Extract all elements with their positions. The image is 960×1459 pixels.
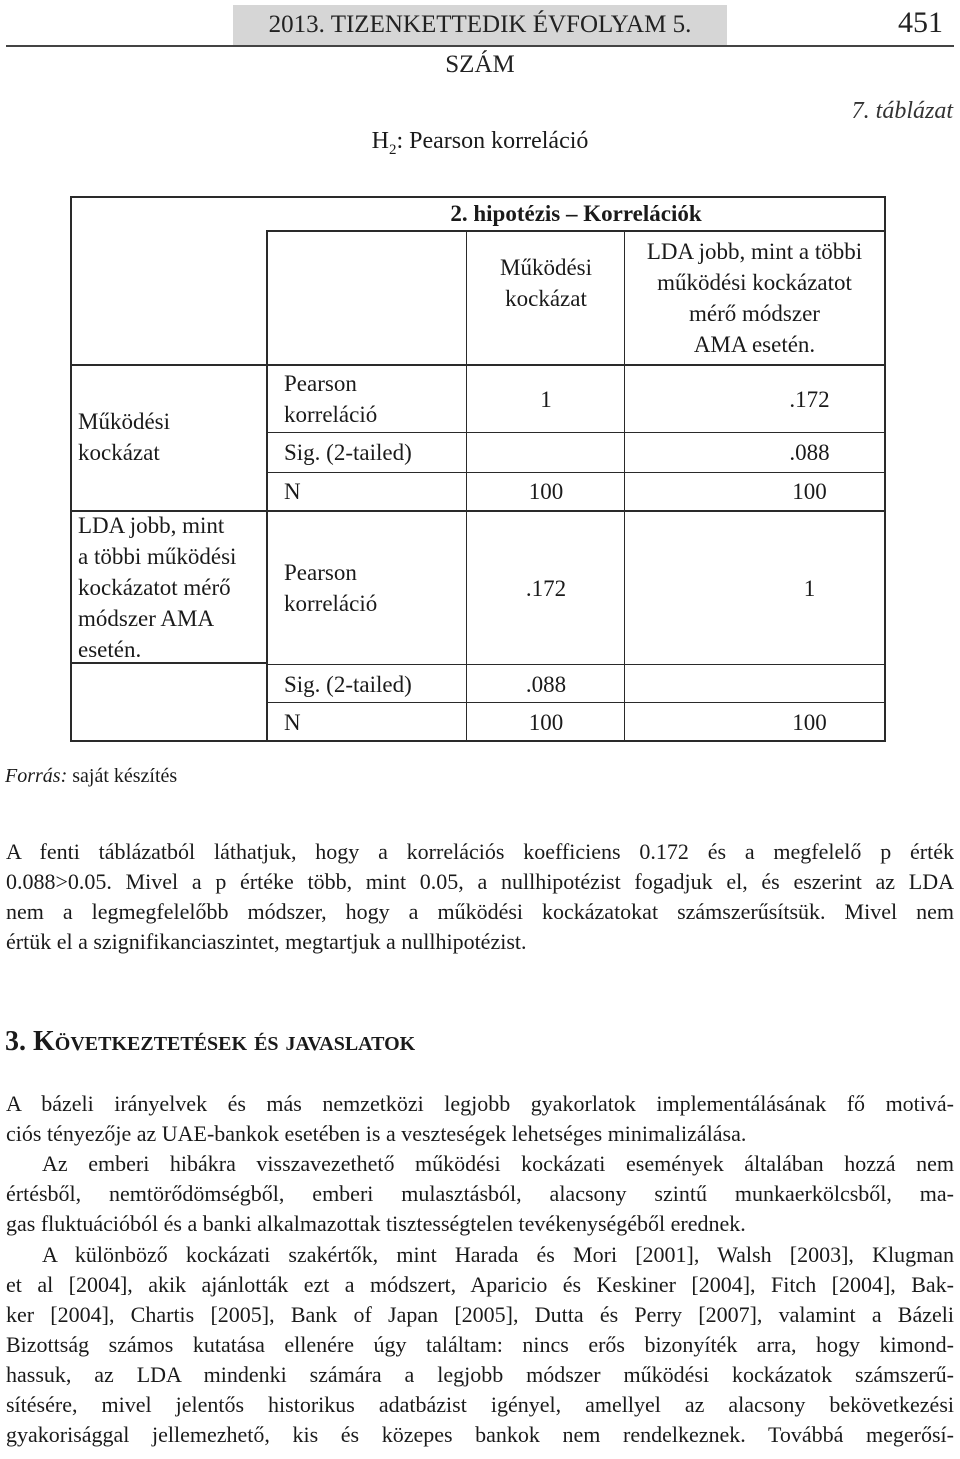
section-heading xyxy=(5,1026,415,1058)
paragraph-line: hassuk, az LDA mindenki számára a legjobb módszer működési kockázatok számszerű- xyxy=(6,1362,954,1387)
section-number: 3. xyxy=(5,1026,33,1057)
col-header-2-line: működési kockázatot xyxy=(657,270,852,295)
table-caption: 2. hipotézis – Korrelációk xyxy=(450,201,702,226)
paragraph-line: gas fluktuációból és a banki alkalmazottak tisztességtelen tevékenységéből erednek. xyxy=(6,1211,746,1236)
section-title: Következtetések és javaslatok xyxy=(33,1026,416,1057)
paragraph-line: A különböző kockázati szakértők, mint Harada és Mori [2001], Walsh [2003], Klugman xyxy=(42,1242,954,1267)
r1-pearson-label xyxy=(284,368,464,430)
source-note xyxy=(5,765,177,788)
results-paragraph xyxy=(6,837,954,957)
r1-sig-v2: .088 xyxy=(789,440,830,465)
r1-sig-label: Sig. (2-tailed) xyxy=(284,440,412,465)
r1-pearson-line: Pearson xyxy=(284,371,357,396)
body-paragraph-3 xyxy=(6,1240,954,1450)
r1-pearson-v1: 1 xyxy=(540,387,552,412)
paragraph-line: értésből, nemtörődömségből, emberi mulasztásból, alacsony szintű munkaerkölcsből, ma- xyxy=(6,1181,954,1206)
table-title-prefix: H xyxy=(371,128,389,154)
col-header-2-line: AMA esetén. xyxy=(693,332,816,357)
r2-pearson-line: Pearson xyxy=(284,560,357,585)
col-header-1-line: kockázat xyxy=(505,286,587,311)
paragraph-line: nem a legmegfelelőbb módszer, hogy a működési kockázatokat számszerűsítsük. Mivel nem xyxy=(6,899,954,924)
table-title xyxy=(0,128,960,159)
paragraph-line: Az emberi hibákra visszavezethető működési kockázati események általában hozzá nem xyxy=(42,1151,954,1176)
paragraph-line: sítésére, mivel jelentős historikus adatbázist igényel, amellyel az alacsony bekövetkezési xyxy=(6,1392,954,1417)
r1-n-v1: 100 xyxy=(528,479,564,504)
journal-header: 2013. TIZENKETTEDIK ÉVFOLYAM 5. SZÁM xyxy=(233,5,727,45)
row-label-2-line: esetén. xyxy=(78,637,142,662)
paragraph-line: ciós tényezője az UAE-bankok esetében is a veszteségek lehetséges minimalizálása. xyxy=(6,1121,747,1146)
body-paragraph-1 xyxy=(6,1089,954,1149)
r1-pearson-line: korreláció xyxy=(284,402,378,427)
col-header-2-line: LDA jobb, mint a többi xyxy=(646,239,863,264)
row-label-1-line: kockázat xyxy=(78,440,160,465)
row-label-1-line: Működési xyxy=(78,409,170,434)
r2-n-label: N xyxy=(284,710,301,735)
table-label: 7. táblázat xyxy=(851,98,953,124)
paragraph-line: ker [2004], Chartis [2005], Bank of Japan [2005], Dutta és Perry [2007], valamint a Bázeli xyxy=(6,1302,954,1327)
paragraph-line: Bizottság számos kutatása ellenére úgy találtam: nincs erős bizonyíték arra, hogy kimond- xyxy=(6,1332,954,1357)
paragraph-line: A fenti táblázatból láthatjuk, hogy a korrelációs koefficiens 0.172 és a megfelelő p érték xyxy=(6,839,954,864)
page-number: 451 xyxy=(898,6,943,39)
r1-n-label: N xyxy=(284,479,301,504)
paragraph-line: et al [2004], akik ajánlották ezt a módszert, Aparicio és Keskiner [2004], Fitch [2004], Bak- xyxy=(6,1272,954,1297)
table-title-subscript: 2 xyxy=(388,141,397,158)
r2-n-v1: 100 xyxy=(528,710,564,735)
col-header-1 xyxy=(468,252,624,314)
paragraph-line: gyakorisággal jellemezhető, kis és közepes bankok nem rendelkeznek. Továbbá megerősí- xyxy=(6,1422,954,1447)
r2-pearson-v2: 1 xyxy=(803,576,816,601)
row-label-2-line: kockázatot mérő xyxy=(78,575,231,600)
r1-n-v2: 100 xyxy=(792,479,827,504)
correlation-table xyxy=(70,196,886,742)
r2-pearson-line: korreláció xyxy=(284,591,378,616)
r1-pearson-v2: .172 xyxy=(789,387,830,412)
col-header-2-line: mérő módszer xyxy=(689,301,820,326)
row-label-1 xyxy=(78,406,264,468)
row-label-2-line: a többi működési xyxy=(78,544,237,569)
body-paragraph-2 xyxy=(6,1149,954,1239)
row-label-2-line: LDA jobb, mint xyxy=(78,513,225,538)
source-label: Forrás: xyxy=(5,765,68,787)
row-label-2 xyxy=(78,510,264,665)
col-header-2 xyxy=(625,236,884,360)
col-header-1-line: Működési xyxy=(500,255,592,280)
paragraph-line: 0.088>0.05. Mivel a p értéke több, mint 0.05, a nullhipotézist fogadjuk el, és eszerint az LDA xyxy=(6,869,954,894)
r2-sig-label: Sig. (2-tailed) xyxy=(284,672,412,697)
r2-pearson-v1: .172 xyxy=(525,576,567,601)
paragraph-line: értük el a szignifikanciaszintet, megtartjuk a nullhipotézist. xyxy=(6,929,527,954)
row-label-2-line: módszer AMA xyxy=(78,606,215,631)
r2-n-v2: 100 xyxy=(792,710,827,735)
source-text: saját készítés xyxy=(67,765,178,787)
r2-sig-v1: .088 xyxy=(525,672,567,697)
paragraph-line: A bázeli irányelvek és más nemzetközi legjobb gyakorlatok implementálásának fő motivá- xyxy=(6,1091,954,1116)
header-rule xyxy=(6,45,954,47)
table-title-suffix: : Pearson korreláció xyxy=(396,128,589,154)
r2-pearson-label xyxy=(284,557,464,619)
